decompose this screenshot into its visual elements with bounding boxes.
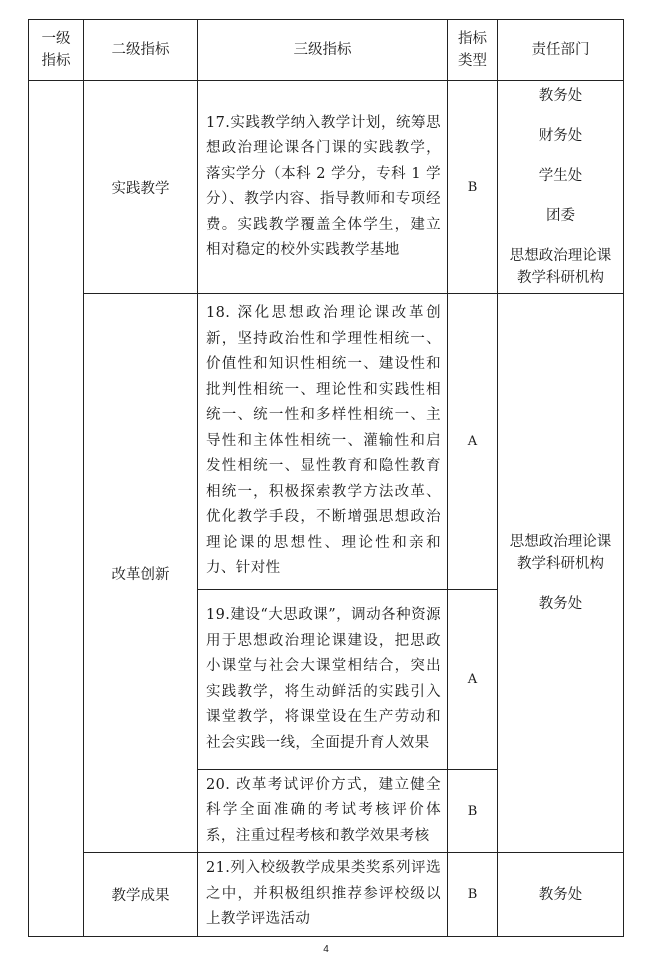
level3-cell: 21.列入校级教学成果类奖系列评选之中，并积极组织推荐参评校级以上教学评选活动 xyxy=(198,853,448,937)
table-row xyxy=(29,853,624,937)
level3-cell: 19.建设“大思政课”，调动各种资源用于思想政治理论课建设，把思政小课堂与社会大课堂相结合，突出实践教学，将生动鲜活的实践引入课堂教学，将课堂设在生产劳动和社会实践一线，全面提升育人效果 xyxy=(198,590,448,770)
type-cell: B xyxy=(448,81,498,294)
table-header-row xyxy=(29,20,624,81)
header-level2: 二级指标 xyxy=(84,20,198,81)
level3-cell: 17.实践教学纳入教学计划，统筹思想政治理论课各门课的实践教学，落实学分（本科 2 学分，专科 1 学分）、教学内容、指导教师和专项经费。实践教学覆盖全体学生，建立相对稳定的校外实践教学基地 xyxy=(198,81,448,294)
level2-cell: 改革创新 xyxy=(84,294,198,853)
header-type-line: 指标 xyxy=(458,31,487,47)
dept-item: 思想政治理论课 xyxy=(509,248,612,264)
type-cell: B xyxy=(448,770,498,853)
level2-cell: 实践教学 xyxy=(84,81,198,294)
dept-item: 教务处 xyxy=(538,596,583,612)
dept-item: 教学科研机构 xyxy=(517,556,604,572)
level3-cell: 18. 深化思想政治理论课改革创新，坚持政治性和学理性相统一、价值性和知识性相统一、建设性和批判性相统一、理论性和实践性相统一、统一性和多样性相统一、主导性和主体性相统一、灌输性和启发性相统一、显性教育和隐性教育相统一，积极探索教学方法改革、优化教学手段，不断增强思想政治理论课的思想性、理论性和亲和力、针对性 xyxy=(198,294,448,590)
dept-cell xyxy=(498,853,624,937)
type-cell: A xyxy=(448,294,498,590)
type-cell: A xyxy=(448,590,498,770)
dept-item: 思想政治理论课 xyxy=(509,534,612,550)
header-dept: 责任部门 xyxy=(498,20,624,81)
type-cell: B xyxy=(448,853,498,937)
dept-cell xyxy=(498,81,624,294)
header-level1-line: 一级 xyxy=(41,31,71,47)
dept-item: 教务处 xyxy=(538,886,583,903)
header-level1 xyxy=(29,20,84,81)
dept-item: 教学科研机构 xyxy=(517,270,604,286)
dept-item: 学生处 xyxy=(538,168,583,184)
dept-item: 团委 xyxy=(546,208,575,224)
level2-cell: 教学成果 xyxy=(84,853,198,937)
table-row xyxy=(29,294,624,590)
table-row xyxy=(29,81,624,294)
level1-cell xyxy=(29,81,84,937)
dept-cell xyxy=(498,294,624,853)
page-number: 4 xyxy=(323,944,329,955)
header-type-line: 类型 xyxy=(458,53,487,69)
level3-cell: 20. 改革考试评价方式，建立健全科学全面准确的考试考核评价体系，注重过程考核和教学效果考核 xyxy=(198,770,448,853)
header-type xyxy=(448,20,498,81)
indicator-table xyxy=(28,19,624,937)
dept-item: 财务处 xyxy=(538,128,583,144)
header-level3: 三级指标 xyxy=(198,20,448,81)
header-level1-line: 指标 xyxy=(41,53,71,69)
dept-item: 教务处 xyxy=(538,88,583,104)
